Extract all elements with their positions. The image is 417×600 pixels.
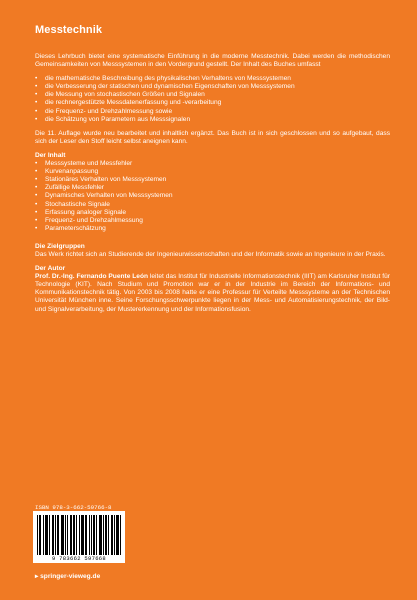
edition-paragraph: Die 11. Auflage wurde neu bearbeitet und inhaltlich ergänzt. Das Buch ist in sich geschlossen und so aufgebaut, dass sich der Leser den Stoff leicht selbst aneignen kann. <box>35 129 390 145</box>
contents-list-item: • Parameterschätzung <box>35 225 390 233</box>
contents-list-item: • Stationäres Verhalten von Messsystemen <box>35 176 390 184</box>
contents-list-item: • Kurvenanpassung <box>35 168 390 176</box>
publisher-link[interactable]: ▸ springer-vieweg.de <box>35 573 101 580</box>
contents-list-item: • Messsysteme und Messfehler <box>35 160 390 168</box>
intro-list <box>35 75 390 124</box>
intro-list-item: • die rechnergestützte Messdatenerfassung und -verarbeitung <box>35 99 390 107</box>
contents-list-item: • Dynamisches Verhalten von Messsystemen <box>35 192 390 200</box>
cover-text <box>35 53 390 320</box>
book-title: Messtechnik <box>35 24 103 36</box>
contents-heading: Der Inhalt <box>35 151 66 159</box>
intro-list-item: • die Schätzung von Parametern aus Messsignalen <box>35 116 390 124</box>
intro-list-item: • die Verbesserung der statischen und dynamischen Eigenschaften von Messsystemen <box>35 83 390 91</box>
author-bio: leitet das Institut für Industrielle Informationstechnik (IIIT) am Karlsruher Institut für Technologie (KIT). Nach Studium und Promotion war er in der Industrie im Bereich der Informations- und Kommunikationstechnik tätig. Von 2003 bis 2008 hatte er eine Professur für Verteilte Messsysteme an der Technischen Universität München inne. Seine Forschungsschwerpunkte liegen in der Mess- und Automatisierungstechnik, der Bild- und Signalverarbeitung, der Mustererkennung und der Informationsfusion. <box>35 273 390 313</box>
intro-list-item: • die Frequenz- und Drehzahlmessung sowie <box>35 108 390 116</box>
contents-list <box>35 160 390 233</box>
barcode-bars <box>37 515 121 555</box>
barcode <box>33 511 125 563</box>
intro-list-item: • die mathematische Beschreibung des physikalischen Verhaltens von Messsystemen <box>35 75 390 83</box>
author-name: Prof. Dr.-Ing. Fernando Puente León <box>35 273 149 281</box>
audience-heading: Die Zielgruppen <box>35 242 85 250</box>
contents-list-item: • Zufällige Messfehler <box>35 184 390 192</box>
barcode-digits: 9 783662 597668 <box>51 555 106 562</box>
contents-list-item: • Stochastische Signale <box>35 201 390 209</box>
intro-list-item: • die Messung von stochastischen Größen und Signalen <box>35 91 390 99</box>
isbn-label: ISBN 978-3-662-59766-8 <box>35 504 112 511</box>
audience-paragraph: Das Werk richtet sich an Studierende der Ingenieurwissenschaften und der Informatik sowie an Ingenieure in der Praxis. <box>35 250 386 258</box>
author-paragraph <box>35 273 390 313</box>
contents-list-item: • Erfassung analoger Signale <box>35 209 390 217</box>
author-heading: Der Autor <box>35 265 66 273</box>
contents-list-item: • Frequenz- und Drehzahlmessung <box>35 217 390 225</box>
intro-paragraph: Dieses Lehrbuch bietet eine systematische Einführung in die moderne Messtechnik. Dabei werden die methodischen Gemeinsamkeiten von Messsystemen in den Vordergrund gestellt. Der Inhalt des Buches umfasst <box>35 53 390 69</box>
